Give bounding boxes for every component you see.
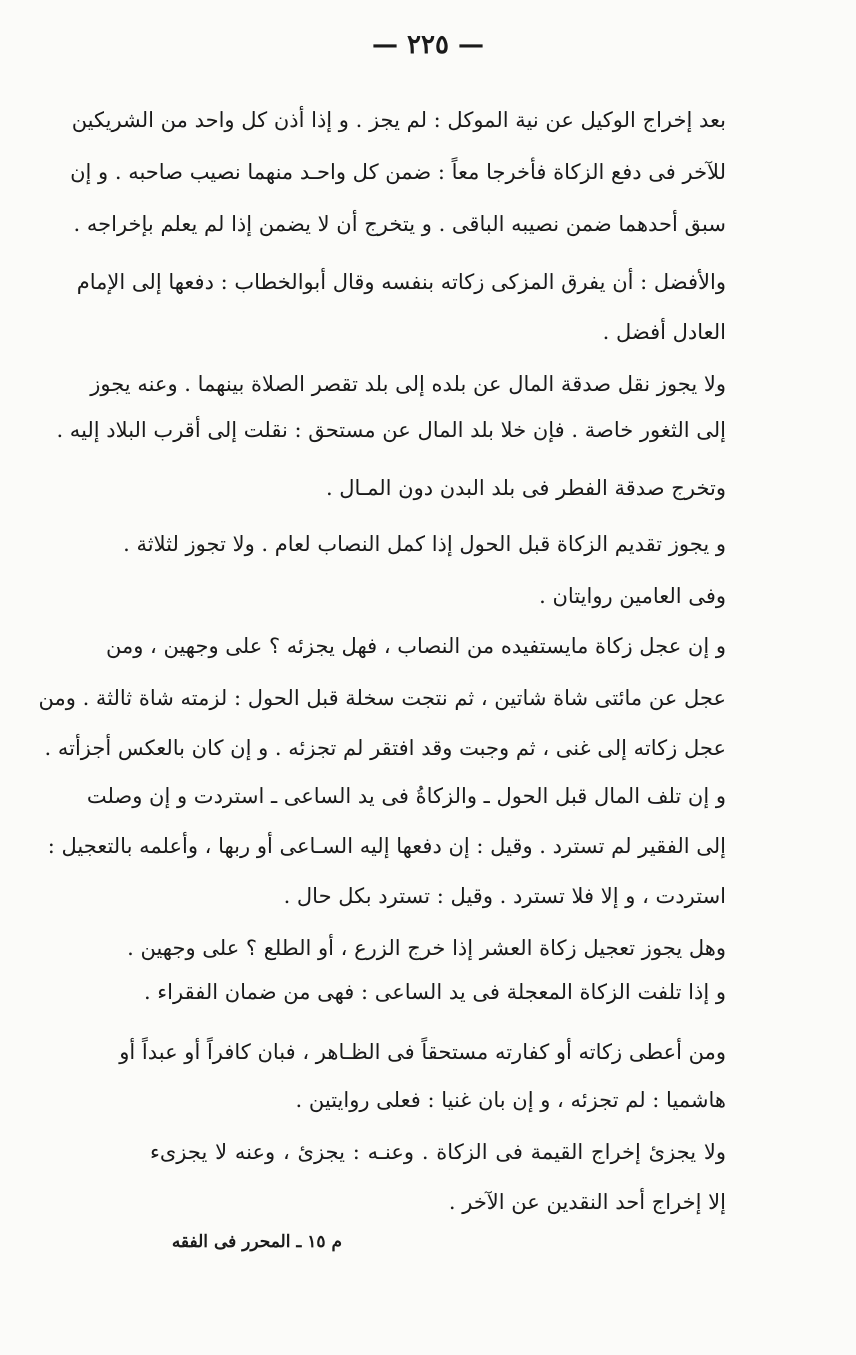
text-line: عجل زكاته إلى غنى ، ثم وجبت وقد افتقر لم تجزئه . و إن كان بالعكس أجزأته . — [44, 736, 726, 760]
text-line: وفى العامين روايتان . — [539, 584, 726, 608]
text-line: و إن عجل زكاة مايستفيده من النصاب ، فهل يجزئه ؟ على وجهين ، ومن — [105, 634, 726, 658]
text-line: والأفضل : أن يفرق المزكى زكاته بنفسه وقال أبوالخطاب : دفعها إلى الإمام — [76, 270, 726, 294]
page-number: — ٢٢٥ — — [371, 30, 485, 60]
text-line: وهل يجوز تعجيل زكاة العشر إذا خرج الزرع ، أو الطلع ؟ على وجهين . — [127, 936, 726, 960]
text-line: وتخرج صدقة الفطر فى بلد البدن دون المـال . — [325, 476, 726, 500]
text-line: إلى الفقير لم تسترد . وقيل : إن دفعها إليه السـاعى أو ربها ، وأعلمه بالتعجيل : — [47, 834, 726, 858]
text-line: إلى الثغور خاصة . فإن خلا بلد المال عن مستحق : نقلت إلى أقرب البلاد إليه . — [56, 418, 726, 442]
text-line: و إذا تلفت الزكاة المعجلة فى يد الساعى : فهى من ضمان الفقراء . — [143, 980, 726, 1004]
text-line: ومن أعطى زكاته أو كفارته مستحقاً فى الظـاهر ، فبان كافراً أو عبداً أو — [119, 1040, 726, 1064]
text-line: ولا يجوز نقل صدقة المال عن بلده إلى بلد تقصر الصلاة بينهما . وعنه يجوز — [90, 372, 726, 396]
text-line: إلا إخراج أحد النقدين عن الآخر . — [448, 1190, 726, 1214]
text-line: استردت ، و إلا فلا تسترد . وقيل : تسترد بكل حال . — [283, 884, 726, 908]
text-line: ولا يجزئ إخراج القيمة فى الزكاة . وعنـه : يجزئ ، وعنه لا يجزىء — [150, 1140, 726, 1164]
footer-signature: م ١٥ ـ المحرر فى الفقه — [171, 1232, 342, 1252]
text-line: العادل أفضل . — [602, 320, 726, 344]
text-line: بعد إخراج الوكيل عن نية الموكل : لم يجز . و إذا أذن كل واحد من الشريكين — [71, 108, 726, 132]
text-line: سبق أحدهما ضمن نصيبه الباقى . و يتخرج أن لا يضمن إذا لم يعلم بإخراجه . — [73, 212, 726, 236]
text-line: و يجوز تقديم الزكاة قبل الحول إذا كمل النصاب لعام . ولا تجوز لثلاثة . — [123, 532, 726, 556]
text-line: و إن تلف المال قبل الحول ـ والزكاةُ فى يد الساعى ـ استردت و إن وصلت — [86, 784, 726, 808]
text-line: عجل عن مائتى شاة شاتين ، ثم نتجت سخلة قبل الحول : لزمته شاة ثالثة . ومن — [38, 686, 726, 710]
text-line: للآخر فى دفع الزكاة فأخرجا معاً : ضمن كل واحـد منهما نصيب صاحبه . و إن — [70, 160, 726, 184]
text-line: هاشميا : لم تجزئه ، و إن بان غنيا : فعلى روايتين . — [295, 1088, 726, 1112]
